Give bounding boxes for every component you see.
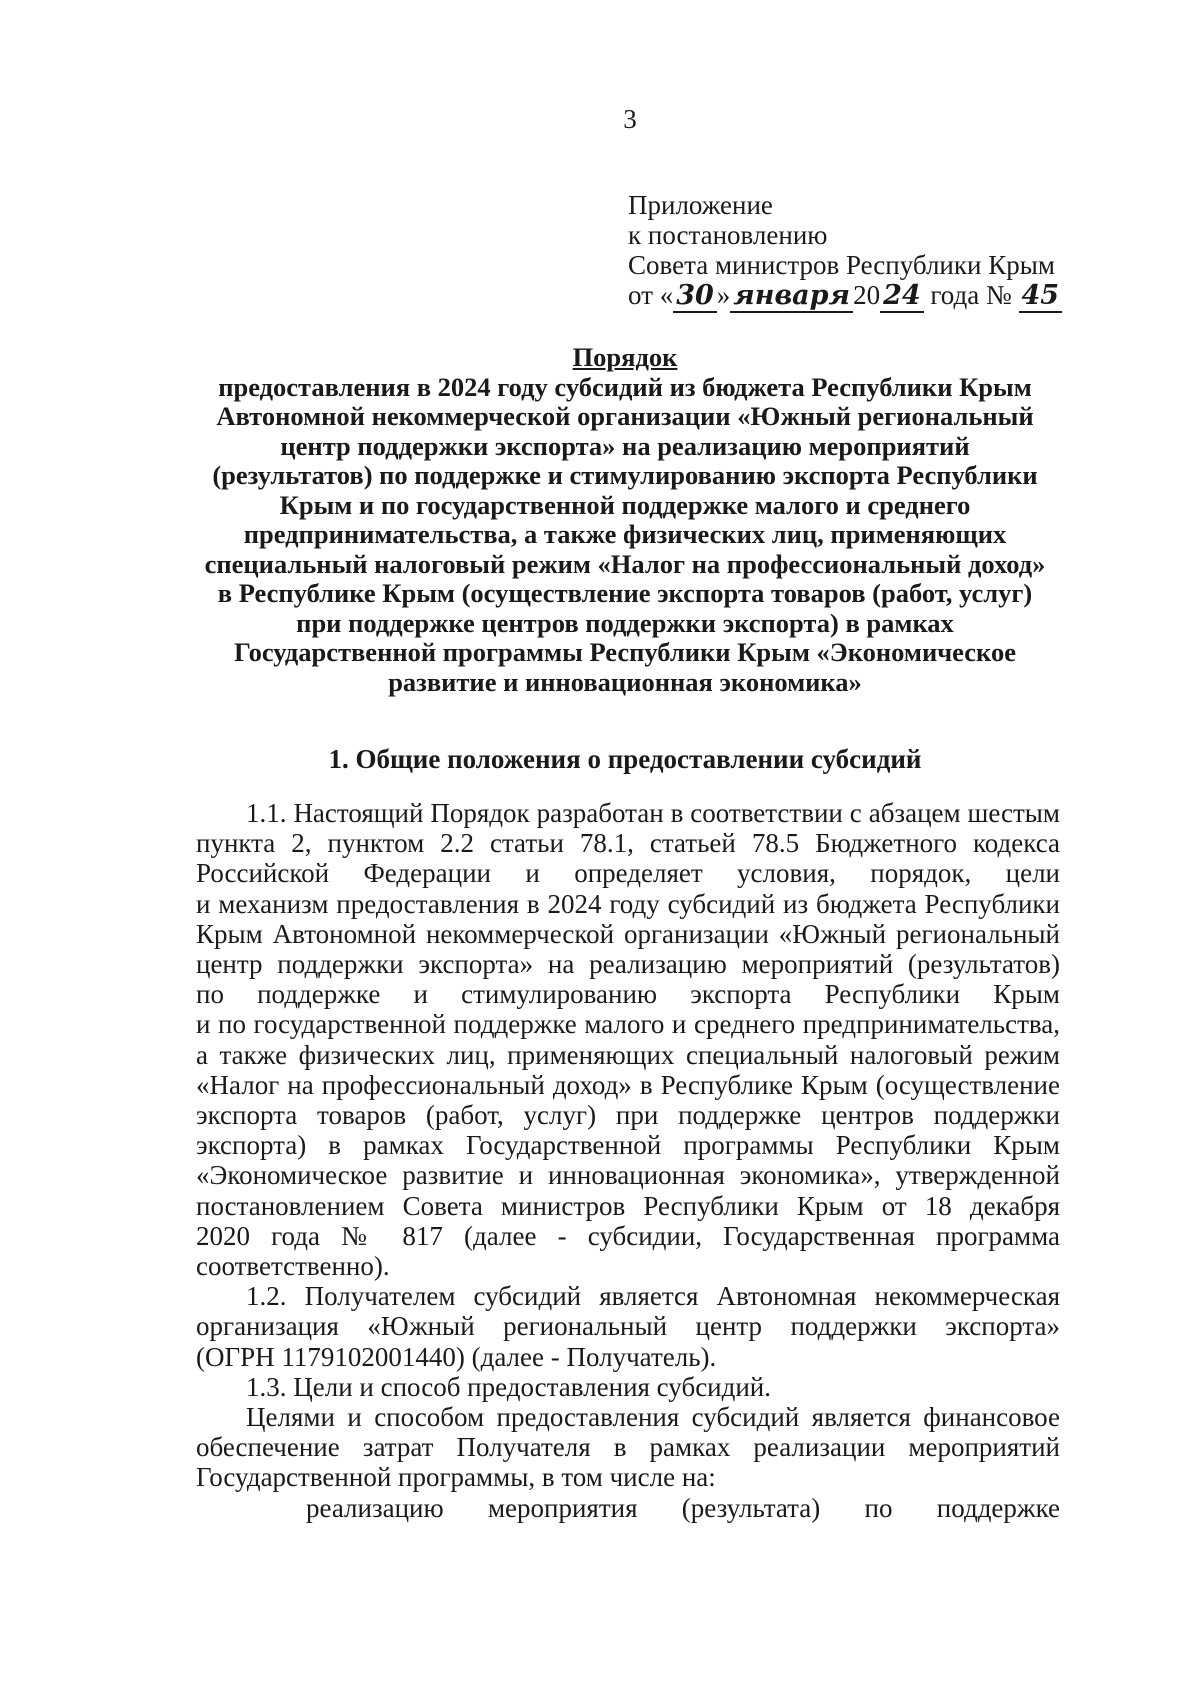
year-prefix: 20	[853, 280, 881, 310]
handwritten-month: января	[730, 280, 853, 313]
title-line: развитие и инновационная экономика»	[388, 666, 862, 697]
paragraph-line: по поддержке и стимулированию экспорта Республики Крым	[196, 979, 1060, 1010]
paragraph-line: и механизм предоставления в 2024 году субсидий из бюджета Республики	[196, 888, 1060, 919]
title-line: предпринимательства, а также физических лиц, применяющих	[243, 519, 1007, 549]
title-line: при поддержке центров поддержки экспорта) в рамках	[296, 607, 954, 638]
paragraph-line: центр поддержки экспорта» на реализацию мероприятий (результатов)	[196, 949, 1060, 980]
paragraph-line: а также физических лиц, применяющих специальный налоговый режим	[196, 1039, 1060, 1070]
annex-date-line	[628, 280, 1058, 311]
title-word: Порядок	[572, 342, 678, 372]
title-line: предоставления в 2024 году субсидий из бюджета Республики Крым	[218, 371, 1032, 402]
paragraph-line: «Экономическое развитие и инновационная экономика», утвержденной	[196, 1160, 1060, 1191]
paragraph-line: пункта 2, пунктом 2.2 статьи 78.1, статьей 78.5 Бюджетного кодекса	[196, 828, 1060, 859]
title-line: (результатов) по поддержке и стимулированию экспорта Республики	[212, 460, 1038, 490]
annex-ref-line: к постановлению	[628, 220, 828, 250]
title-line: центр поддержки экспорта» на реализацию мероприятий	[280, 430, 970, 461]
paragraph-line: организация «Южный региональный центр поддержки экспорта»	[196, 1311, 1060, 1342]
paragraph-line: Крым Автономной некоммерческой организации «Южный региональный	[196, 918, 1060, 949]
date-suffix: года №	[930, 280, 1012, 310]
paragraph-line: и по государственной поддержке малого и среднего предпринимательства,	[196, 1009, 1060, 1040]
handwritten-number: 45	[1019, 280, 1063, 313]
annex-title: Приложение	[628, 190, 773, 220]
title-line: специальный налоговый режим «Налог на профессиональный доход»	[204, 548, 1046, 579]
paragraph-line: экспорта) в рамках Государственной программы Республики Крым	[196, 1130, 1060, 1161]
handwritten-year: 24	[880, 280, 924, 313]
title-line: Автономной некоммерческой организации «Южный региональный	[216, 401, 1034, 431]
paragraph-line: Государственной программы, в том числе на:	[196, 1462, 716, 1493]
body-text	[196, 798, 1060, 1523]
handwritten-day: 30	[673, 280, 717, 313]
paragraph-line: 1.3. Цели и способ предоставления субсидий.	[246, 1371, 772, 1402]
document-title	[180, 343, 1070, 697]
annex-block	[628, 190, 1058, 311]
section-heading: 1. Общие положения о предоставлении субсидий	[328, 744, 922, 774]
paragraph-line: постановлением Совета министров Республики Крым от 18 декабря	[196, 1190, 1060, 1221]
annex-issuer: Совета министров Республики Крым	[628, 250, 1055, 280]
paragraph-line: соответственно).	[196, 1251, 390, 1282]
paragraph-line: Российской Федерации и определяет условия, порядок, цели	[196, 858, 1060, 889]
title-line: Крым и по государственной поддержке малого и среднего	[279, 489, 971, 520]
paragraph-line: 1.1. Настоящий Порядок разработан в соответствии с абзацем шестым	[246, 798, 1060, 828]
paragraph-line: реализацию мероприятия (результата) по поддержке	[306, 1492, 1060, 1523]
paragraph-line: (ОГРН 1179102001440) (далее - Получатель).	[196, 1341, 717, 1372]
paragraph-line: 1.2. Получателем субсидий является Автономная некоммерческая	[246, 1281, 1060, 1312]
page-number: 3	[623, 104, 637, 134]
title-line: в Республике Крым (осуществление экспорта товаров (работ, услуг)	[217, 578, 1033, 608]
paragraph-line: экспорта товаров (работ, услуг) при поддержке центров поддержки	[196, 1100, 1060, 1131]
paragraph-line: «Налог на профессиональный доход» в Республике Крым (осуществление	[196, 1069, 1060, 1100]
date-mid: »	[716, 280, 731, 310]
paragraph-line: 2020 года № 817 (далее - субсидии, Государственная программа	[196, 1220, 1060, 1251]
paragraph-line: Целями и способом предоставления субсидий является финансовое	[246, 1402, 1060, 1433]
title-line: Государственной программы Республики Крым «Экономическое	[234, 637, 1016, 667]
date-prefix: от «	[628, 280, 674, 310]
paragraph-line: обеспечение затрат Получателя в рамках реализации мероприятий	[196, 1432, 1060, 1463]
